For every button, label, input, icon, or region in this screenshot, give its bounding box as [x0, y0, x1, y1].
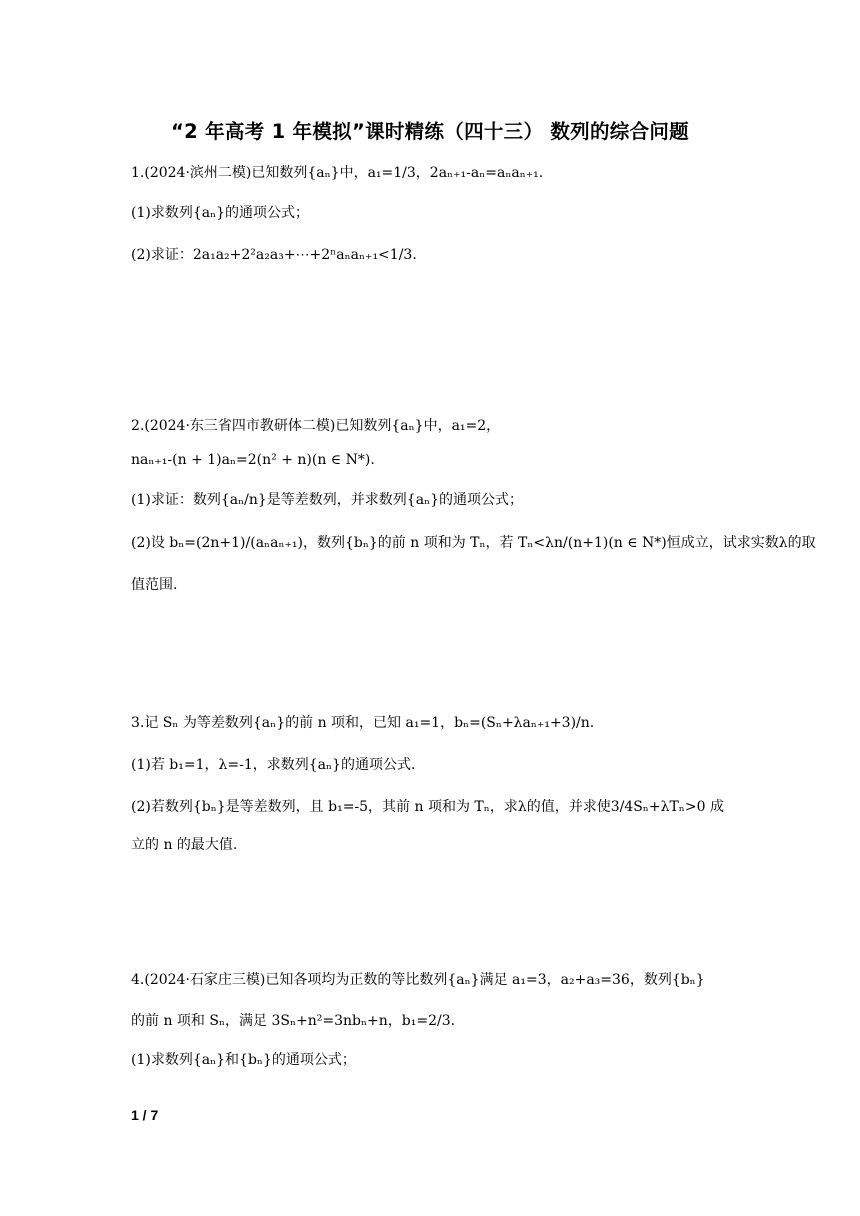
- problem-2-stem-line-1: 2.(2024·东三省四市教研体二模)已知数列{aₙ}中，a₁=2，: [131, 418, 501, 434]
- problem-2-part-1: (1)求证：数列{aₙ/n}是等差数列，并求数列{aₙ}的通项公式；: [131, 492, 523, 508]
- problem-4-stem-line-1: 4.(2024·石家庄三模)已知各项均为正数的等比数列{aₙ}满足 a₁=3，a₂+a₃=36，数列{bₙ}: [131, 972, 705, 988]
- problem-1-stem: 1.(2024·滨州二模)已知数列{aₙ}中，a₁=1/3，2aₙ₊₁-aₙ=aₙaₙ₊₁.: [131, 165, 544, 181]
- problem-3-stem: 3.记 Sₙ 为等差数列{aₙ}的前 n 项和，已知 a₁=1，bₙ=(Sₙ+λaₙ₊₁+3)/n.: [131, 715, 595, 731]
- problem-1-part-1: (1)求数列{aₙ}的通项公式；: [131, 205, 310, 221]
- problem-1-part-2: (2)求证：2a₁a₂+2²a₂a₃+⋯+2ⁿaₙaₙ₊₁<1/3.: [131, 247, 417, 263]
- problem-3-part-2-cont: 立的 n 的最大值.: [131, 837, 238, 853]
- problem-4-part-1: (1)求数列{aₙ}和{bₙ}的通项公式；: [131, 1052, 356, 1068]
- problem-3-part-2: (2)若数列{bₙ}是等差数列，且 b₁=-5，其前 n 项和为 Tₙ，求λ的值，并求使3/4Sₙ+λTₙ>0 成: [131, 799, 724, 815]
- page-number: 1 / 7: [131, 1107, 159, 1123]
- page-title: “2 年高考 1 年模拟”课时精练（四十三） 数列的综合问题: [171, 120, 689, 143]
- problem-2-part-2: (2)设 bₙ=(2n+1)/(aₙaₙ₊₁)，数列{bₙ}的前 n 项和为 Tₙ，若 Tₙ<λn/(n+1)(n ∈ N*)恒成立，试求实数λ的取: [131, 535, 816, 551]
- problem-2-stem-line-2: naₙ₊₁-(n + 1)aₙ=2(n² + n)(n ∈ N*).: [131, 452, 375, 468]
- problem-3-part-1: (1)若 b₁=1，λ=-1，求数列{aₙ}的通项公式.: [131, 757, 416, 773]
- problem-4-stem-line-2: 的前 n 项和 Sₙ，满足 3Sₙ+n²=3nbₙ+n，b₁=2/3.: [131, 1013, 456, 1029]
- problem-2-part-2-cont: 值范围.: [131, 577, 178, 593]
